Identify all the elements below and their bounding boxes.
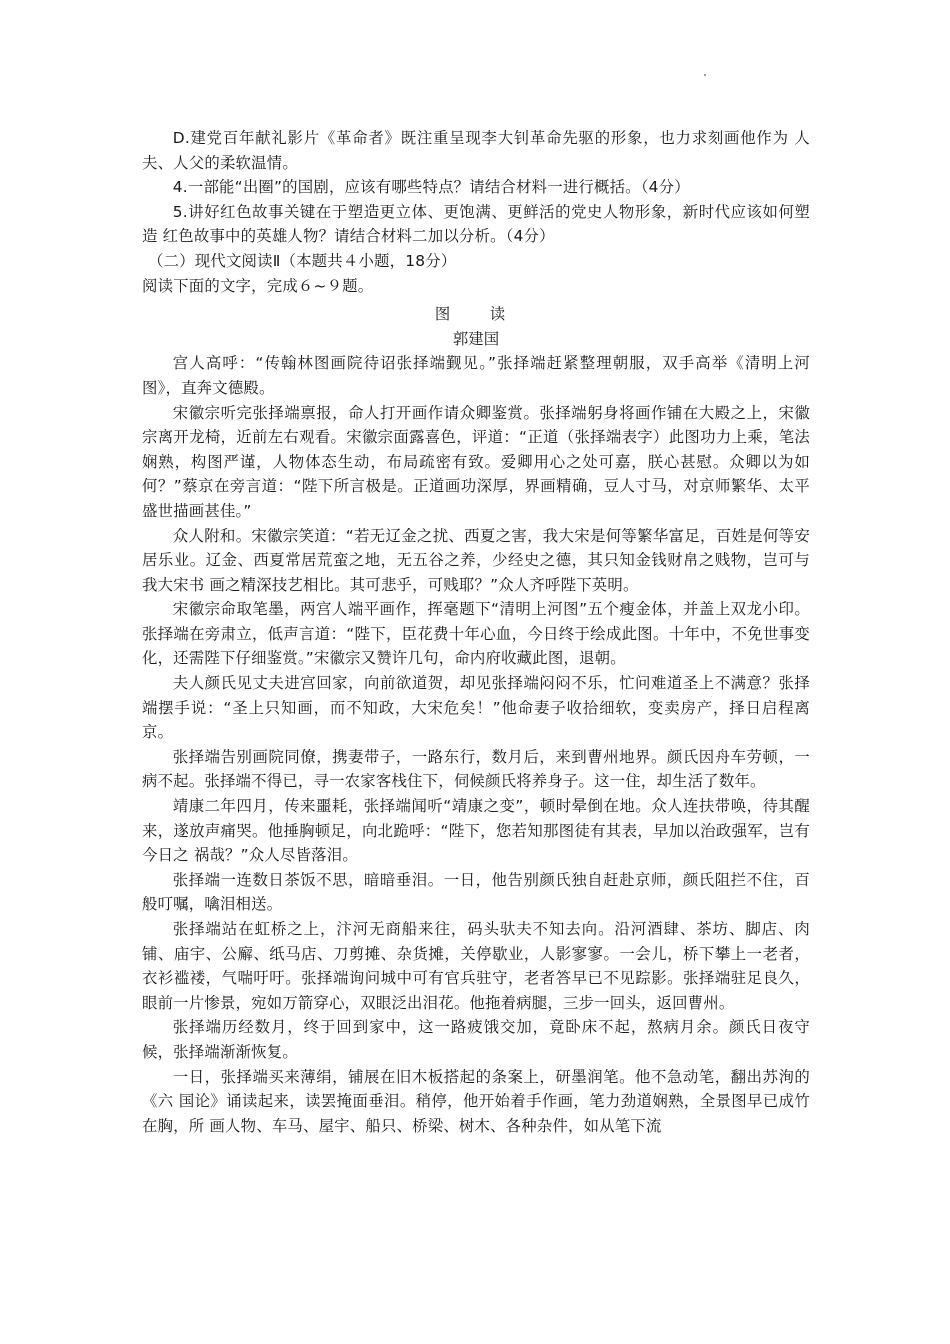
article-paragraph: 张择端一连数日茶饭不思，暗暗垂泪。一日，他告别颜氏独自赶赴京师，颜氏阻拦不住，百般叮嘱，噙泪相送。 [142,870,810,914]
article-paragraph: 夫人颜氏见丈夫进宫回家，向前欲道贺，却见张择端闷闷不乐，忙问难道圣上不满意？张择端摆手说：“圣上只知画，而不知政，大宋危矣！”他命妻子收拾细软，变卖房产，择日启程离京。 [142,674,810,742]
option-d-text: D.建党百年献礼影片《革命者》既注重呈现李大钊革命先驱的形象，也力求刻画他作为 人夫、人父的柔软温情。 [142,129,810,172]
article-paragraph: 张择端历经数月，终于回到家中，这一路疲饿交加，竟卧床不起，熬病月余。颜氏日夜守候，张择端渐渐恢复。 [142,1018,810,1061]
document-page [142,126,810,1138]
article-paragraph: 张择端告别画院同僚，携妻带子，一路东行，数月后，来到曹州地界。颜氏因舟车劳顿，一病不起。张择端不得已，寻一农家客栈住下，伺候颜氏将养身子。这一住，却生活了数年。 [142,747,810,791]
article-title: 图 读 [434,305,518,324]
article-paragraph: 宫人高呼：“传翰林图画院待诏张择端觐见。”张择端赶紧整理朝服，双手高举《清明上河图》，直奔文德殿。 [142,354,810,397]
article-body [142,351,810,1138]
article-paragraph: 众人附和。宋徽宗笑道：“若无辽金之扰、西夏之害，我大宋是何等繁华富足，百姓是何等安居乐业。辽金、西夏常居荒蛮之地，无五谷之养，少经史之德，其只知金钱财帛之贱物，岂可与我大宋书 画之精深技艺相比。其可悲乎，可贱耶？”众人齐呼陛下英明。 [142,526,810,594]
article-paragraph: 一日，张择端买来薄绢，铺展在旧木板搭起的条案上，研墨润笔。他不急动笔，翻出苏洵的《六 国论》诵读起来，读罢掩面垂泪。稍停，他开始着手作画，笔力劲道娴熟，全景图早已成竹在胸，所 画人物、车马、屋宇、船只、桥梁、树木、各种杂件，如从笔下流 [142,1067,810,1135]
question-5-text: 5.讲好红色故事关键在于塑造更立体、更饱满、更鲜活的党史人物形象，新时代应该如何塑造 红色故事中的英雄人物？请结合材料二加以分析。（4分） [142,202,810,246]
article-paragraph: 张择端站在虹桥之上，汴河无商船来往，码头驮夫不知去向。沿河酒肆、茶坊、脚店、肉铺、庙宇、公廨、纸马店、刀剪摊、杂货摊，关停歇业，人影寥寥。一会儿，桥下攀上一老者，衣衫褴褛，气喘吁吁。张择端询问城中可有官兵驻守，老者答早已不见踪影。张择端驻足良久，眼前一片惨景，宛如万箭穿心，双眼泛出泪花。他拖着病腿，三步一回头，返回曹州。 [142,920,810,1012]
reading-instruction: 阅读下面的文字，完成６~９题。 [142,276,374,295]
article-paragraph: 靖康二年四月，传来噩耗，张择端闻听“靖康之变”，顿时晕倒在地。众人连扶带唤，待其醒来，遂放声痛哭。他捶胸顿足，向北跪呼：“陛下，您若知那图徒有其表，早加以治政强军，岂有今日之 祸哉？”众人尽皆落泪。 [142,797,810,865]
section-heading: （二）现代文阅读Ⅱ（本题共４小题，18分） [148,251,457,270]
article-paragraph: 宋徽宗听完张择端禀报，命人打开画作请众卿鉴赏。张择端躬身将画作铺在大殿之上，宋徽宗离开龙椅，近前左右观看。宋徽宗面露喜色，评道：“正道（张择端表字）此图功力上乘，笔法娴熟，构图严谨，人物体态生动，布局疏密有致。爱卿用心之处可嘉，朕心甚慰。众卿以为如何？”蔡京在旁言道：“陛下所言极是。正道画功深厚，界画精确，豆人寸马，对京师繁华、太平盛世描画甚佳。” [142,403,810,520]
question-4-text: 4.一部能“出圈”的国剧，应该有哪些特点？请结合材料一进行概括。（4分） [172,178,690,197]
article-author: 郭建国 [452,329,500,348]
article-paragraph: 宋徽宗命取笔墨，两宫人端平画作，挥毫题下“清明上河图”五个瘦金体，并盖上双龙小印。张择端在旁肃立，低声言道：“陛下，臣花费十年心血，今日终于绘成此图。十年中，不免世事变化，还需陛下仔细鉴赏。”宋徽宗又赞许几句，命内府收藏此图，退朝。 [142,600,810,668]
scan-speck [704,74,706,76]
